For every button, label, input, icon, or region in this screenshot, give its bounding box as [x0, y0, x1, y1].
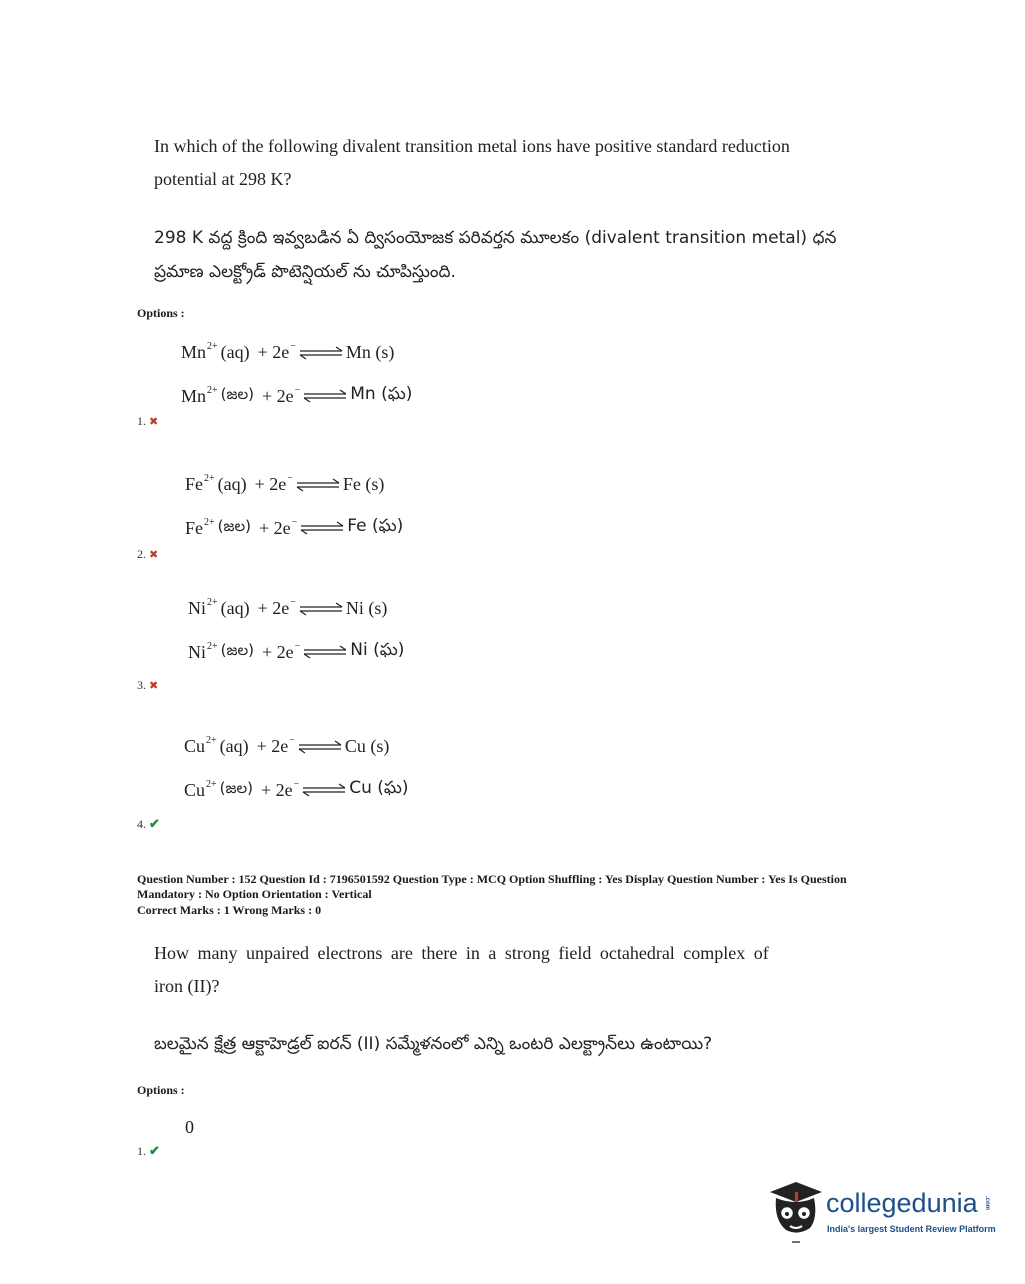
product: Mn (s) [345, 342, 395, 362]
option-4-number [137, 816, 160, 832]
electron-charge: − [294, 384, 301, 396]
marks-line: Correct Marks : 1 Wrong Marks : 0 [137, 903, 322, 917]
question-meta [137, 872, 917, 918]
option-1-number [137, 414, 158, 429]
ion-state: (జల) [220, 385, 254, 403]
ion-charge: 2+ [207, 640, 218, 652]
q152-telugu: బలమైన క్షేత్ర ఆక్టాహెడ్రల్ ఐరన్ (II) సమ్మేళనంలో ఎన్ని ఒంటరి ఎలక్ట్రాన్‌లు ఉంటాయి? [154, 1034, 713, 1054]
ion-charge: 2+ [207, 341, 218, 352]
ion-state: (aq) [217, 474, 247, 494]
meta-line1: Question Number : 152 Question Id : 7196501592 Question Type : MCQ Option Shuffling : Yes Display Question Number : Yes Is Question [137, 872, 847, 886]
option-3-eq1 [188, 598, 387, 619]
electrons: + 2e [258, 517, 291, 538]
electron-charge: − [293, 778, 300, 790]
equilibrium-arrow-icon [298, 602, 344, 616]
q152-option1-value: 0 [185, 1117, 194, 1137]
electron-charge: − [290, 597, 296, 608]
q152-english [154, 937, 814, 1003]
option-number-label: 4. [137, 816, 146, 831]
ion-charge: 2+ [207, 597, 218, 608]
option-2-eq2 [185, 516, 403, 540]
q151-options-label: Options : [137, 306, 185, 320]
option-number-label: 2. [137, 547, 146, 561]
equilibrium-arrow-icon [297, 740, 343, 754]
electrons: + 2e [257, 598, 290, 618]
q151-telugu-line1: 298 K వద్ద క్రింది ఇవ్వబడిన ఏ ద్విసంయోజక పరివర్తన మూలకం (divalent transition metal) ధన [154, 228, 837, 248]
correct-check-icon: ✔ [149, 816, 160, 831]
equilibrium-arrow-icon [295, 478, 341, 492]
option-number-label: 1. [137, 414, 146, 428]
equilibrium-arrow-icon [299, 521, 345, 535]
electrons: + 2e [261, 641, 294, 662]
ion-charge: 2+ [207, 384, 218, 396]
logo-tagline: India's largest Student Review Platform [827, 1224, 996, 1234]
q151-english [154, 130, 790, 196]
ion-symbol: Fe [185, 517, 203, 538]
mascot-icon [766, 1180, 824, 1244]
q151-english-line1: In which of the following divalent transition metal ions have positive standard reduction [154, 136, 790, 156]
wrong-cross-icon: ✖ [149, 680, 159, 692]
q151-english-line2: potential at 298 K? [154, 169, 292, 189]
option-1-eq2 [181, 384, 412, 408]
option-2-number [137, 547, 158, 562]
option-number-label: 3. [137, 678, 146, 692]
ion-charge: 2+ [206, 778, 217, 790]
ion-symbol: Mn [181, 385, 207, 406]
q152-english-line1: How many unpaired electrons are there in a strong field octahedral complex of [154, 943, 769, 963]
meta-line2: Mandatory : No Option Orientation : Vertical [137, 887, 372, 901]
correct-check-icon: ✔ [149, 1143, 160, 1158]
ion-state: (aq) [219, 736, 249, 756]
ion-charge: 2+ [204, 516, 215, 528]
electron-charge: − [290, 341, 296, 352]
option-number-label: 1. [137, 1143, 146, 1158]
product: Mn (ఘ) [350, 384, 413, 404]
product: Ni (s) [345, 598, 388, 618]
ion-symbol: Ni [188, 641, 206, 662]
ion-state: (aq) [220, 598, 250, 618]
ion-state: (జల) [220, 641, 254, 659]
ion-symbol: Ni [188, 598, 206, 618]
electrons: + 2e [257, 342, 290, 362]
collegedunia-logo [766, 1178, 996, 1248]
electrons: + 2e [260, 779, 293, 800]
ion-charge: 2+ [204, 473, 215, 484]
ion-symbol: Cu [184, 779, 206, 800]
equilibrium-arrow-icon [302, 645, 348, 659]
ion-state: (aq) [220, 342, 250, 362]
electron-charge: − [289, 735, 295, 746]
ion-symbol: Cu [184, 736, 206, 756]
wrong-cross-icon: ✖ [149, 416, 159, 428]
ion-symbol: Fe [185, 474, 203, 494]
electrons: + 2e [261, 385, 294, 406]
electron-charge: − [287, 473, 293, 484]
q151-telugu [154, 221, 836, 289]
electrons: + 2e [256, 736, 289, 756]
ion-charge: 2+ [206, 735, 217, 746]
product: Fe (ఘ) [347, 516, 404, 536]
option-4-eq2 [184, 778, 409, 802]
electrons: + 2e [254, 474, 287, 494]
wrong-cross-icon: ✖ [149, 549, 159, 561]
equilibrium-arrow-icon [298, 346, 344, 360]
product: Cu (ఘ) [349, 778, 409, 798]
q152-option1-number [137, 1143, 160, 1159]
ion-state: (జల) [217, 517, 251, 535]
option-1-eq1 [181, 342, 394, 363]
product: Cu (s) [344, 736, 390, 756]
q151-telugu-line2: ప్రమాణ ఎలక్ట్రోడ్ పొటెన్షియల్ ను చూపిస్తుంది. [154, 262, 456, 282]
option-4-eq1 [184, 736, 389, 757]
q152-english-line2: iron (II)? [154, 976, 220, 996]
option-3-number [137, 678, 158, 693]
equilibrium-arrow-icon [302, 389, 348, 403]
equilibrium-arrow-icon [301, 783, 347, 797]
q152-options-label: Options : [137, 1083, 185, 1097]
option-2-eq1 [185, 474, 384, 495]
logo-name: collegedunia [826, 1188, 978, 1218]
electron-charge: − [291, 516, 298, 528]
ion-symbol: Mn [181, 342, 207, 362]
electron-charge: − [294, 640, 301, 652]
product: Ni (ఘ) [350, 640, 405, 660]
logo-com: .com [984, 1196, 990, 1211]
product: Fe (s) [342, 474, 385, 494]
ion-state: (జల) [219, 779, 253, 797]
option-3-eq2 [188, 640, 404, 664]
